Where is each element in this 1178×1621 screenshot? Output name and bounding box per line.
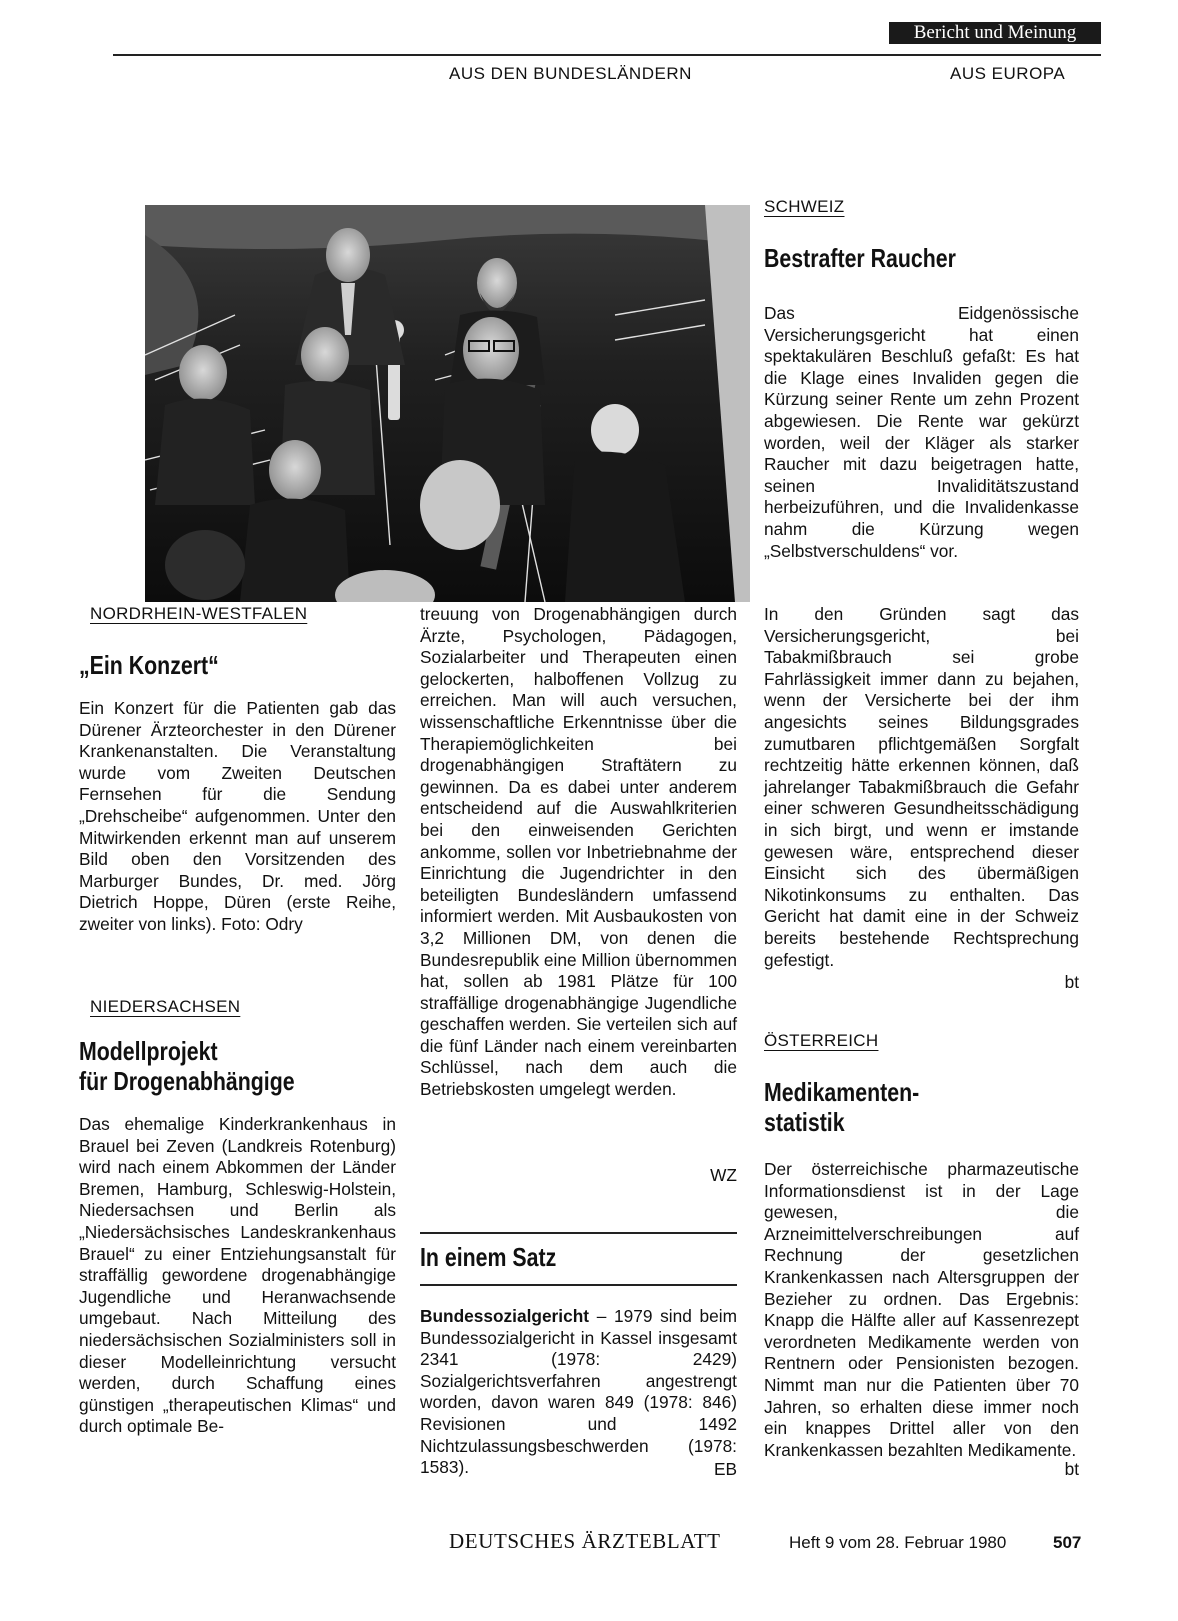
oesterreich-headline-2: statistik: [764, 1107, 845, 1137]
nrw-headline: „Ein Konzert“: [79, 650, 219, 680]
schweiz-body: Das Eidgenössische Versicherungsgericht hat einen spektakulären Beschluß gefaßt: Es hat die Klage eines Invaliden gegen die Kürzung seiner Rente um zehn Prozent abgewiesen. Die Rente war gekürzt worden, weil der Kläger als starker Raucher mit dazu beigetragen hatte, seinen Invaliditätszustand herbeizuführen, und die Invalidenkasse nahm die Kürzung wegen „Selbstverschuldens“ vor.: [764, 303, 1079, 561]
nrw-kicker: NORDRHEIN-WESTFALEN: [90, 604, 308, 623]
schweiz-signature: bt: [1064, 972, 1079, 992]
header-right: AUS EUROPA: [950, 64, 1066, 83]
satz-bottom-rule: [420, 1284, 737, 1286]
nds-headline-2: für Drogenabhängige: [79, 1066, 295, 1096]
oesterreich-kicker: ÖSTERREICH: [764, 1031, 879, 1050]
oesterreich-body: Der österreichische pharmazeutische Informationsdienst ist in der Lage gewesen, die Arzneimittelverschreibungen auf Rechnung der gesetzlichen Krankenkassen nach Altersgruppen der Bezieher zu ordnen. Das Ergebnis: Knapp die Hälfte aller auf Kassenrezept verordneten Medikamente werden von Rentnern oder Pensionisten bezogen. Nimmt man nur die Patienten über 70 Jahren, so erhalten diese immer noch ein knappes Drittel aller von den Krankenkassen bezahlten Medikamente.: [764, 1159, 1079, 1460]
satz-signature: EB: [713, 1459, 737, 1479]
oesterreich-signature: bt: [1064, 1459, 1079, 1479]
journal-name: DEUTSCHES ÄRZTEBLATT: [449, 1529, 721, 1553]
satz-headline: In einem Satz: [420, 1242, 557, 1272]
orchestra-photo: [145, 205, 750, 602]
nrw-body: Ein Konzert für die Patienten gab das Dürener Ärzteorchester in den Dürener Krankenanstalten. Die Veranstaltung wurde vom Zweiten Deutschen Fernsehen für die Sendung „Drehscheibe“ aufgenommen. Unter den Mitwirkenden erkennt man auf unserem Bild oben den Vorsitzenden des Marburger Bundes, Dr. med. Jörg Dietrich Hoppe, Düren (erste Reihe, zweiter von links). Foto: Odry: [79, 698, 396, 934]
satz-lead: Bundessozialgericht: [420, 1306, 590, 1326]
nds-kicker: NIEDERSACHSEN: [90, 997, 241, 1016]
nds-headline-1: Modellprojekt: [79, 1036, 218, 1066]
nds-body: Das ehemalige Kinderkrankenhaus in Brauel bei Zeven (Landkreis Rotenburg) wird nach einem Abkommen der Länder Bremen, Hamburg, Schleswig-Holstein, Niedersachsen und Berlin als „Niedersächsisches Landeskrankenhaus Brauel“ zu einer Entziehungsanstalt für straffällig gewordene drogenabhängige Jugendliche und Heranwachsende umgebaut. Nach Mitteilung des niedersächsischen Sozialministers soll in dieser Modelleinrichtung versucht werden, durch Schaffung eines günstigen „therapeutischen Klimas“ und durch optimale Be-: [79, 1114, 396, 1437]
page-number: 507: [1053, 1533, 1082, 1552]
header-rule: [113, 54, 1101, 56]
satz-text: – 1979 sind beim Bundessozialgericht in Kassel insgesamt 2341 (1978: 2429) Sozialgerichtsverfahren angestrengt worden, davon waren 849 (1978: 846) Revisionen und 1492 Nichtzulassungsbeschwerden (1978: 1583).: [420, 1306, 737, 1478]
section-badge: Bericht und Meinung: [889, 22, 1101, 44]
schweiz-body-2: In den Gründen sagt das Versicherungsgericht, bei Tabakmißbrauch sei grobe Fahrlässigkeit immer dann zu bejahen, wenn der Versicherte bei der ihm angesichts seines Bildungsgrades zumutbaren pflichtgemäßen Sorgfalt rechtzeitig hätte erkennen können, daß jahrelanger Tabakmißbrauch die Gefahr einer schweren Gesundheitsschädigung in sich birgt, und wenn er imstande gewesen wäre, entsprechend dieser Einsicht sich des übermäßigen Nikotinkonsums zu enthalten. Das Gericht hat damit eine in der Schweiz bereits bestehende Rechtsprechung gefestigt.: [764, 604, 1079, 970]
oesterreich-headline-1: Medikamenten-: [764, 1077, 920, 1107]
schweiz-headline: Bestrafter Raucher: [764, 243, 956, 273]
header-left: AUS DEN BUNDESLÄNDERN: [449, 64, 692, 83]
nds-body-continued: treuung von Drogenabhängigen durch Ärzte, Psychologen, Pädagogen, Sozialarbeiter und Therapeuten einen gelockerten, halboffenen Vollzug zu erreichen. Man will auch versuchen, wissenschaftliche Erkenntnisse über die Therapiemöglichkeiten bei drogenabhängigen Straftätern zu gewinnen. Da es dabei unter anderem entscheidend auf die Auswahlkriterien bei den einweisenden Gerichten ankomme, sollen vor Inbetriebnahme der Einrichtung die Jugendrichter in den beteiligten Bundesländern umfassend informiert werden. Mit Ausbaukosten von 3,2 Millionen DM, von denen die Bundesrepublik eine Million übernommen hat, sollen ab 1981 Plätze für 100 straffällige drogenabhängige Jugendliche geschaffen werden. Sie verteilen sich auf die fünf Länder nach einem vereinbarten Schlüssel, nach dem auch die Betriebskosten umgelegt werden.: [420, 604, 738, 1100]
issue-info: Heft 9 vom 28. Februar 1980: [789, 1533, 1007, 1552]
nds-signature: WZ: [710, 1165, 737, 1185]
satz-body: [420, 1306, 737, 1479]
satz-top-rule: [420, 1232, 737, 1234]
schweiz-kicker: SCHWEIZ: [764, 197, 845, 216]
